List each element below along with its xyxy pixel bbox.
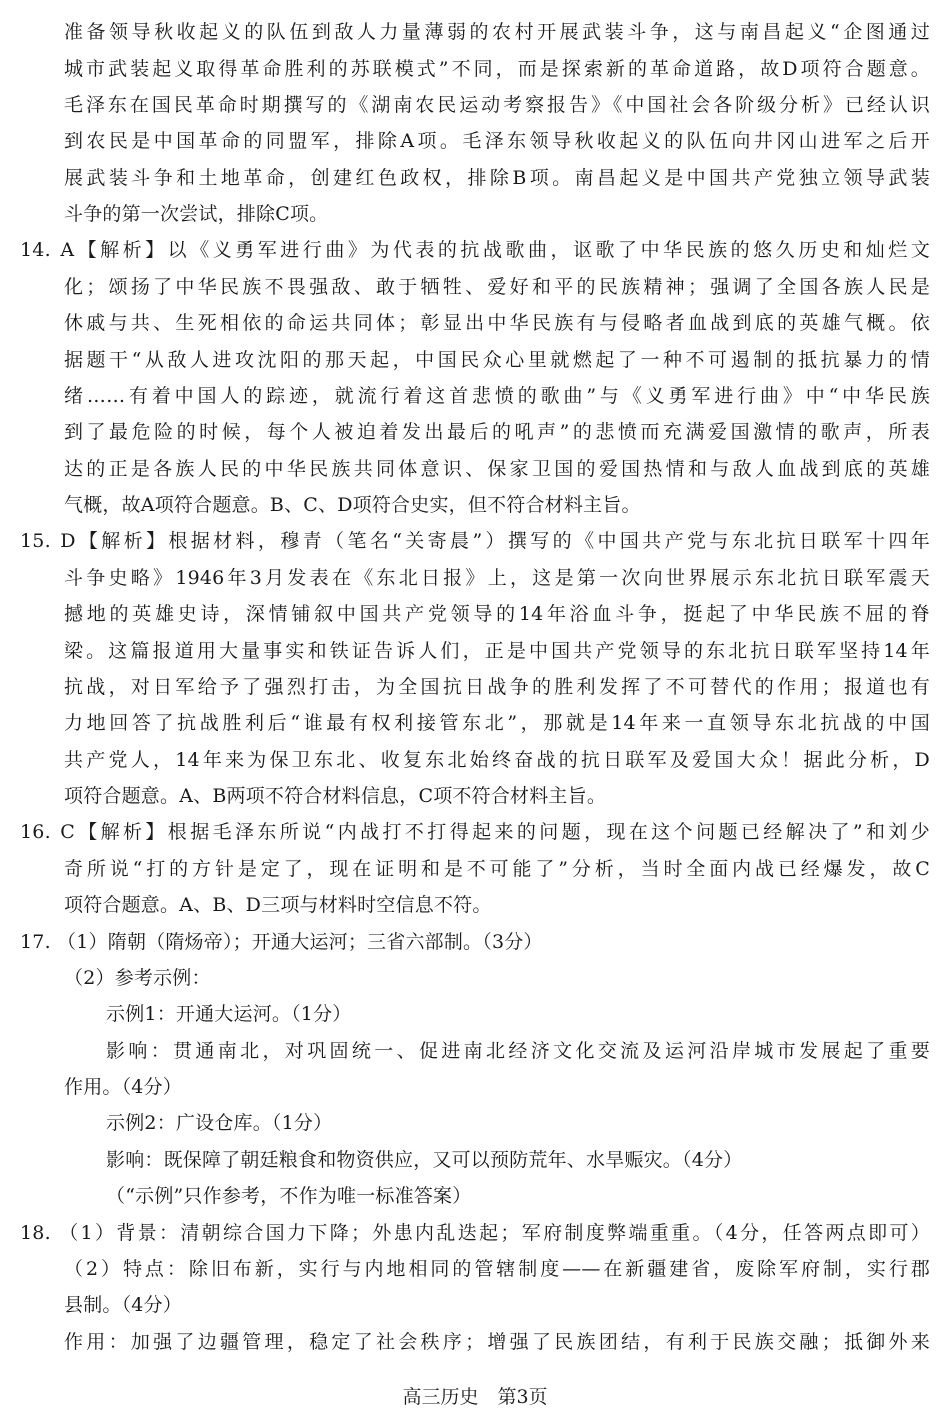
text-line: 县制。（4分） [64, 1294, 182, 1316]
text-line: （“示例”只作参考，不作为唯一标准答案） [106, 1185, 472, 1207]
text-line: 示例1：开通大运河。（1分） [106, 1003, 352, 1025]
text-line: 作用。（4分） [64, 1076, 182, 1098]
page-footer: 高三历史 第3页 [402, 1386, 548, 1408]
text-line: 力地回答了抗战胜利后“谁最有权利接管东北”，那就是14年来一直领导东北抗战的中国 [64, 712, 930, 734]
answer-17-heading: 17. （1）隋朝（隋炀帝）；开通大运河；三省六部制。（3分） [20, 931, 543, 953]
answer-16-heading: 16. C【解析】根据毛泽东所说“内战打不打得起来的问题，现在这个问题已经解决了”和刘少 [20, 821, 930, 843]
text-line: 抗战，对日军给予了强烈打击，为全国抗日战争的胜利发挥了不可替代的作用；报道也有 [64, 676, 930, 698]
text-line: 到了最危险的时候，每个人被迫着发出最后的吼声”的悲愤而充满爱国激情的歌声，所表 [64, 421, 930, 443]
text-line: 项符合题意。A、B、D三项与材料时空信息不符。 [64, 894, 492, 916]
text-line: 毛泽东在国民革命时期撰写的《湖南农民运动考察报告》《中国社会各阶级分析》已经认识 [64, 94, 930, 116]
text-line: 撼地的英雄史诗，深情铺叙中国共产党领导的14年浴血斗争，挺起了中华民族不屈的脊 [64, 603, 930, 625]
text-line: 示例2：广设仓库。（1分） [106, 1112, 333, 1134]
text-line: 斗争的第一次尝试，排除C项。 [64, 203, 329, 225]
text-line: 斗争史略》1946年3月发表在《东北日报》上，这是第一次向世界展示东北抗日联军震天 [64, 567, 930, 589]
text-line: 城市武装起义取得革命胜利的苏联模式”不同，而是探索新的革命道路，故D项符合题意。 [64, 58, 930, 80]
text-line: 休戚与共、生死相依的命运共同体；彰显出中华民族有与侵略者血战到底的英雄气概。依 [64, 312, 930, 334]
text-line: 化；颂扬了中华民族不畏强敌、敢于牺牲、爱好和平的民族精神；强调了全国各族人民是 [64, 276, 930, 298]
text-line: 到农民是中国革命的同盟军，排除A项。毛泽东领导秋收起义的队伍向井冈山进军之后开 [64, 130, 930, 152]
text-line: （2）参考示例： [64, 967, 211, 989]
text-line: 据题干“从敌人进攻沈阳的那天起，中国民众心里就燃起了一种不可遏制的抵抗暴力的情 [64, 349, 930, 371]
text-line: 项符合题意。A、B两项不符合材料信息，C项不符合材料主旨。 [64, 785, 607, 807]
text-line: 奇所说“打的方针是定了，现在证明和是不可能了”分析，当时全面内战已经爆发，故C [64, 858, 930, 880]
text-line: （2）特点：除旧布新，实行与内地相同的管辖制度——在新疆建省，废除军府制，实行郡 [64, 1258, 930, 1280]
text-line: 准备领导秋收起义的队伍到敌人力量薄弱的农村开展武装斗争，这与南昌起义“企图通过 [64, 21, 930, 43]
text-line: 共产党人，14年来为保卫东北、收复东北始终奋战的抗日联军及爱国大众！据此分析，D [64, 749, 930, 771]
text-line: 达的正是各族人民的中华民族共同体意识、保家卫国的爱国热情和与敌人血战到底的英雄 [64, 458, 930, 480]
text-line: 绪……有着中国人的踪迹，就流行着这首悲愤的歌曲”与《义勇军进行曲》中“中华民族 [64, 385, 930, 407]
text-line: 影响：贯通南北，对巩固统一、促进南北经济文化交流及运河沿岸城市发展起了重要 [106, 1040, 930, 1062]
answer-15-heading: 15. D【解析】根据材料，穆青（笔名“关寄晨”）撰写的《中国共产党与东北抗日联军十四年 [20, 530, 930, 552]
answer-18-heading: 18. （1）背景：清朝综合国力下降；外患内乱迭起；军府制度弊端重重。（4分，任答两点即可） [20, 1222, 930, 1244]
text-line: 影响：既保障了朝廷粮食和物资供应，又可以预防荒年、水旱赈灾。（4分） [106, 1149, 743, 1171]
text-line: 展武装斗争和土地革命，创建红色政权，排除B项。南昌起义是中国共产党独立领导武装 [64, 167, 930, 189]
answer-14-heading: 14. A【解析】以《义勇军进行曲》为代表的抗战歌曲，讴歌了中华民族的悠久历史和灿烂文 [20, 239, 930, 261]
text-line: 梁。这篇报道用大量事实和铁证告诉人们，正是中国共产党领导的东北抗日联军坚持14年 [64, 640, 930, 662]
text-line: 气概，故A项符合题意。B、C、D项符合史实，但不符合材料主旨。 [64, 494, 641, 516]
text-line: 作用：加强了边疆管理，稳定了社会秩序；增强了民族团结，有利于民族交融；抵御外来 [64, 1331, 930, 1353]
